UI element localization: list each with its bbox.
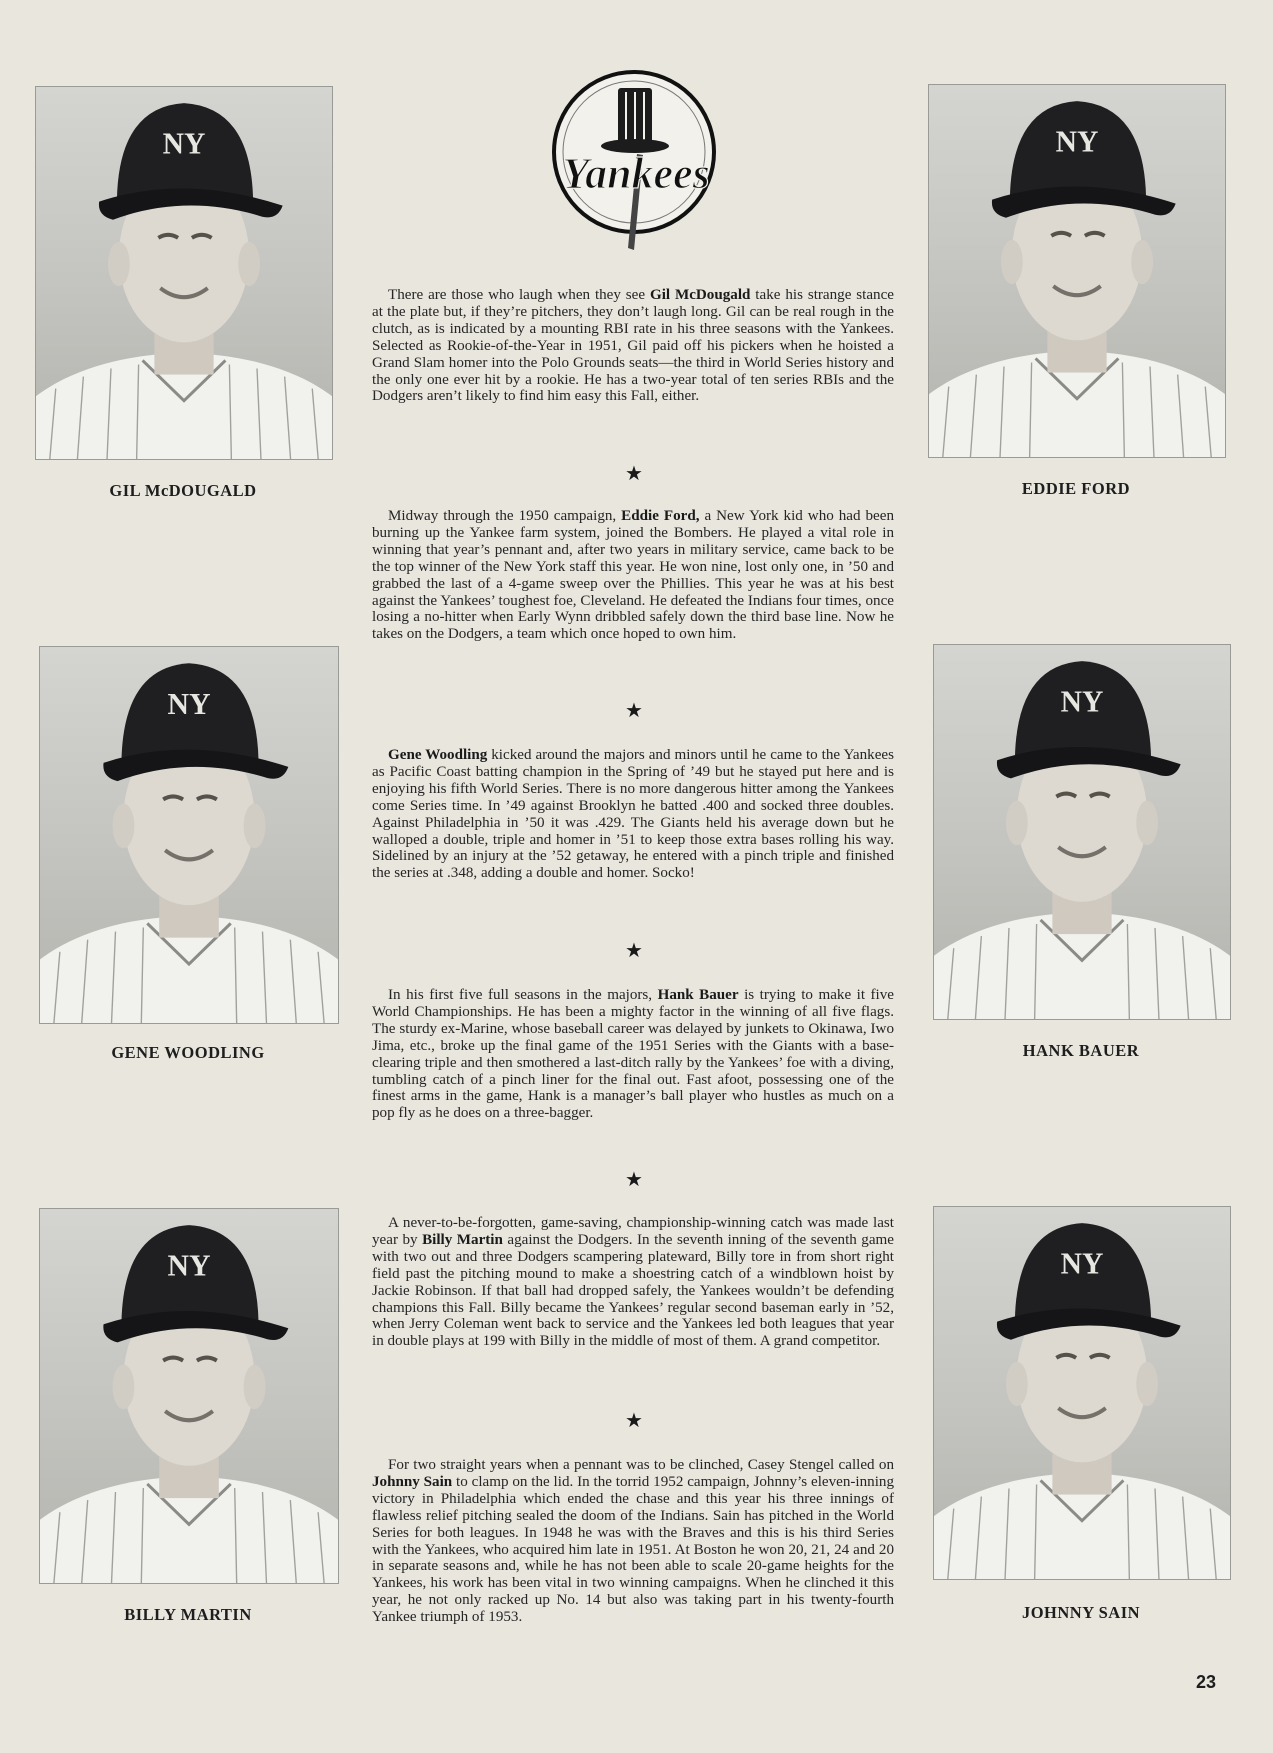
bio-text: to clamp on the lid. In the torrid 1952 campaign, Johnny’s eleven-inning victory in Philadelphia which ended the chase and this year his three innings of flawless relief pitching sealed the doom of the Indians. Sain has pitched in the World Series for both leagues. In 1948 he was with the Braves and this is his third Series with the Yankees, who acquired him late in 1951. At Boston he won 20, 21, 24 and 20 in separate seasons and, while he has not been able to scale 20-game heights for the Yankees, his work has been vital in two winning campaigns. When he clinched it this year, he not only racked up No. 14 but also was taking part in his twenty-fourth Yankee triumph of 1953. xyxy=(372,1473,894,1626)
player-photo-hank-bauer xyxy=(933,644,1231,1020)
player-bio xyxy=(372,987,894,1122)
player-name: JOHNNY SAIN xyxy=(1021,1603,1141,1622)
bio-text: There are those who laugh when they see xyxy=(388,287,650,303)
star-separator: ★ xyxy=(625,940,643,962)
player-photo-johnny-sain xyxy=(933,1206,1231,1580)
bio-text: against the Dodgers. In the seventh inning of the seventh game with two out and three Dodgers scampering plateward, Billy tore in from short right field past the pitching mound to make a shoestring catch of a windblown hoist by Jackie Robinson. If that ball had dropped safely, the Yankees wouldn’t be defending champions this Fall. Billy became the Yankees’ regular second baseman early in ’52, when Jerry Coleman went back to service and the Yankees led both leagues that year in double plays at 199 with Billy in the middle of most of them. A grand competitor. xyxy=(372,1231,894,1350)
player-bio xyxy=(372,287,894,405)
player-name: GENE WOODLING xyxy=(111,1043,265,1062)
player-name: EDDIE FORD xyxy=(1021,479,1131,498)
star-separator: ★ xyxy=(625,463,643,485)
player-photo-billy-martin xyxy=(39,1208,339,1584)
player-bio xyxy=(372,1457,894,1626)
yankees-logo xyxy=(548,66,720,258)
player-bio xyxy=(372,747,894,882)
star-separator: ★ xyxy=(625,700,643,722)
player-name: HANK BAUER xyxy=(1022,1041,1140,1060)
bio-text: is trying to make it five World Championships. He has been a mighty factor in the winning of all five flags. The sturdy ex-Marine, whose baseball career was delayed by junkets to Okinawa, Iwo Jima, etc., broke up the final game of the 1951 Series with the Giants with a base-clearing triple and then smothered a last-ditch rally by the Yankees’ foe with a diving, tumbling catch of a pinch liner for the final out. Fast afoot, possessing one of the finest arms in the game, Hank is a manager’s ball player who hustles as much on a pop fly as he does on a three-bagger. xyxy=(372,987,895,1122)
player-bio xyxy=(372,508,894,643)
page-number: 23 xyxy=(1196,1672,1217,1692)
bio-player-name: Gil McDougald xyxy=(649,287,751,303)
player-name: BILLY MARTIN xyxy=(124,1605,252,1624)
player-bio xyxy=(372,1215,894,1350)
player-photo-eddie-ford xyxy=(928,84,1226,458)
bio-player-name: Gene Woodling xyxy=(388,747,488,763)
bio-player-name: Hank Bauer xyxy=(657,987,739,1003)
player-name: GIL McDOUGALD xyxy=(109,481,257,500)
bio-text: In his first five full seasons in the majors, xyxy=(388,987,658,1003)
player-photo-gil-mcdougald xyxy=(35,86,333,460)
bio-text: A never-to-be-forgotten, game-saving, championship-winning catch was made last year by xyxy=(372,1215,894,1248)
bio-text: take his strange stance at the plate but, if they’re pitchers, they don’t laugh long. Gil can be real rough in the clutch, as is indicated by a mounting RBI rate in his three seasons with the Yankees. Selected as Rookie-of-the-Year in 1951, Gil paid off his pickers when he hoisted a Grand Slam homer into the Polo Grounds seats—the third in World Series history and the only one ever hit by a rookie. He has a two-year total of ten series RBIs and the Dodgers aren’t likely to find him easy this Fall, either. xyxy=(372,287,894,405)
bio-text: For two straight years when a pennant was to be clinched, Casey Stengel called on xyxy=(388,1457,894,1473)
bio-text: a New York kid who had been burning up the Yankee farm system, joined the Bombers. He played a vital role in winning that year’s pennant and, after two years in military service, came back to be the top winner of the New York staff this year. He won nine, lost only one, in ’50 and grabbed the last of a 4-game sweep over the Phillies. This year he was at his best against the Yankees’ toughest foe, Cleveland. He defeated the Indians four times, once losing a no-hitter when Early Wynn dribbled safely down the third base line. Now he takes on the Dodgers, a team which once hoped to own him. xyxy=(372,508,894,643)
star-separator: ★ xyxy=(625,1410,643,1432)
bio-player-name: Eddie Ford, xyxy=(621,508,700,524)
svg-text:Yankees: Yankees xyxy=(562,149,710,198)
bio-player-name: Johnny Sain xyxy=(372,1473,453,1490)
bio-text: Midway through the 1950 campaign, xyxy=(388,508,622,524)
star-separator: ★ xyxy=(625,1169,643,1191)
bio-player-name: Billy Martin xyxy=(422,1231,503,1248)
player-photo-gene-woodling xyxy=(39,646,339,1024)
bio-text: kicked around the majors and minors until he came to the Yankees as Pacific Coast batting champion in the Spring of ’49 but he stayed put here and is enjoying his fifth World Series. There is no more dangerous hitter among the Yankees come Series time. In ’49 against Brooklyn he batted .400 and socked three doubles. Against Philadelphia in ’50 it was .429. The Giants held his average down but he walloped a double, triple and homer in ’51 to keep those extra bases rolling his way. Sidelined by an injury at the ’52 getaway, he entered with a pinch triple and finished the series at .348, adding a double and homer. Socko! xyxy=(372,747,894,882)
